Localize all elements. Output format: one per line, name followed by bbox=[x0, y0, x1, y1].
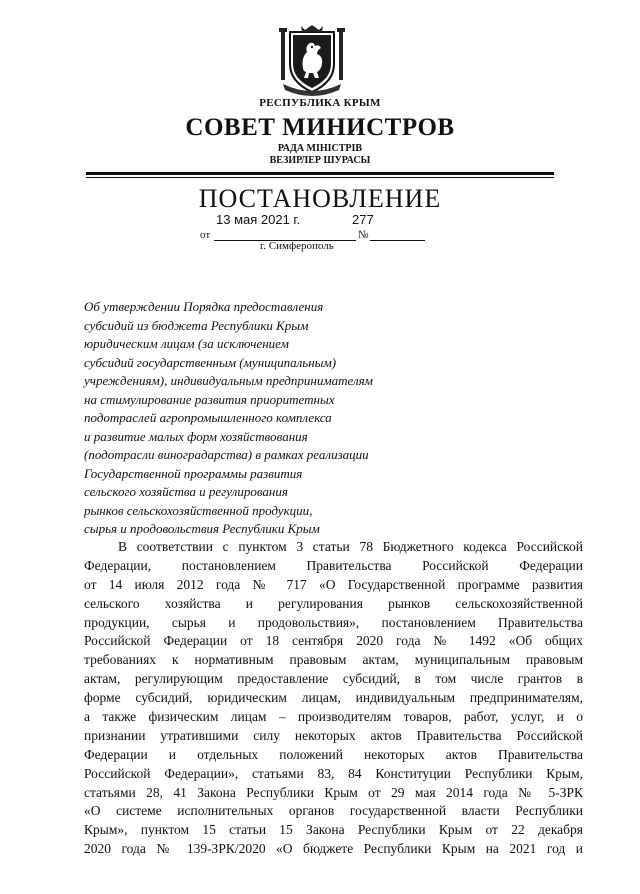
subject-line: рынков сельскохозяйственной продукции, bbox=[84, 502, 313, 518]
subject-line: субсидий из бюджета Республики Крым bbox=[84, 317, 309, 333]
date-prefix: от bbox=[200, 229, 211, 241]
document-city: г. Симферополь bbox=[260, 240, 334, 252]
body-line: «О системе исполнительных органов государственной власти Республики bbox=[84, 803, 583, 819]
document-date: 13 мая 2021 г. bbox=[216, 212, 301, 227]
body-line: а также физическим лицам – производителям товаров, работ, услуг, и о bbox=[84, 709, 583, 725]
header-divider-thin bbox=[86, 177, 554, 178]
number-underline bbox=[370, 240, 425, 241]
body-line: от 14 июля 2012 года № 717 «О Государственной программе развития bbox=[84, 576, 583, 592]
body-line: статьями 28, 41 Закона Республики Крым от 29 мая 2014 года № 5-ЗРК bbox=[84, 784, 583, 800]
subject-line: сырья и продовольствия Республики Крым bbox=[84, 521, 320, 536]
body-line: 2020 года № 139-ЗРК/2020 «О бюджете Республики Крым на 2021 год и bbox=[84, 841, 583, 857]
subject-line: и развитие малых форм хозяйствования bbox=[84, 428, 308, 444]
body-line: сельского хозяйства и регулирования рынков сельскохозяйственной bbox=[84, 595, 583, 611]
document-body bbox=[84, 538, 583, 859]
body-line: Российской Федерации от 18 сентября 2020 года № 1492 «Об общих bbox=[84, 633, 583, 649]
body-line: требованиях к нормативным правовым актам, муниципальным правовым bbox=[84, 652, 583, 668]
header-divider-thick bbox=[86, 172, 554, 175]
council-title-ukrainian: РАДА МІНІСТРІВ bbox=[277, 143, 363, 154]
body-line: Российской Федерации», статьями 83, 84 Конституции Республики Крым, bbox=[84, 765, 583, 781]
council-title-crimean-tatar: ВЕЗИРЛЕР ШУРАСЫ bbox=[269, 155, 371, 166]
body-line: актам, регулирующим предоставление субсидий, в том числе грантов в bbox=[84, 671, 583, 687]
body-line: В соответствии с пунктом 3 статьи 78 Бюджетного кодекса Российской bbox=[118, 539, 583, 554]
body-line: форме субсидий, юридическим лицам, индивидуальным предпринимателям, bbox=[84, 690, 583, 706]
body-line: признании утратившими силу некоторых актов Правительства Российской bbox=[84, 727, 583, 743]
subject-line: подотраслей агропромышленного комплекса bbox=[84, 410, 332, 425]
subject-line: учреждениям), индивидуальным предпринимателям bbox=[84, 373, 373, 388]
body-line: Федерации и отдельных положений некоторых актов Правительства bbox=[84, 746, 583, 762]
subject-line: Государственной программы развития bbox=[84, 465, 303, 481]
subject-line: сельского хозяйства и регулирования bbox=[84, 484, 288, 499]
document-number: 277 bbox=[352, 212, 374, 227]
subject-line: юридическим лицам (за исключением bbox=[84, 336, 289, 351]
subject-line: на стимулирование развития приоритетных bbox=[84, 391, 335, 407]
crimea-coat-of-arms-icon bbox=[277, 24, 347, 96]
document-subject bbox=[84, 298, 444, 539]
body-line: продукции, сырья и продовольствия», постановлением Правительства bbox=[84, 614, 583, 630]
council-title: СОВЕТ МИНИСТРОВ bbox=[185, 114, 455, 141]
document-type-title: ПОСТАНОВЛЕНИЕ bbox=[198, 184, 442, 213]
subject-line: (подотрасли виноградарства) в рамках реализации bbox=[84, 447, 369, 462]
republic-name: РЕСПУБЛИКА КРЫМ bbox=[259, 97, 381, 109]
subject-line: Об утверждении Порядка предоставления bbox=[84, 299, 324, 314]
number-sign: № bbox=[358, 229, 369, 241]
body-line: Федерации, постановлением Правительства Российской Федерации bbox=[84, 557, 583, 573]
subject-line: субсидий государственным (муниципальным) bbox=[84, 354, 337, 370]
body-line: Крым», пунктом 15 статьи 15 Закона Республики Крым от 22 декабря bbox=[84, 822, 583, 838]
